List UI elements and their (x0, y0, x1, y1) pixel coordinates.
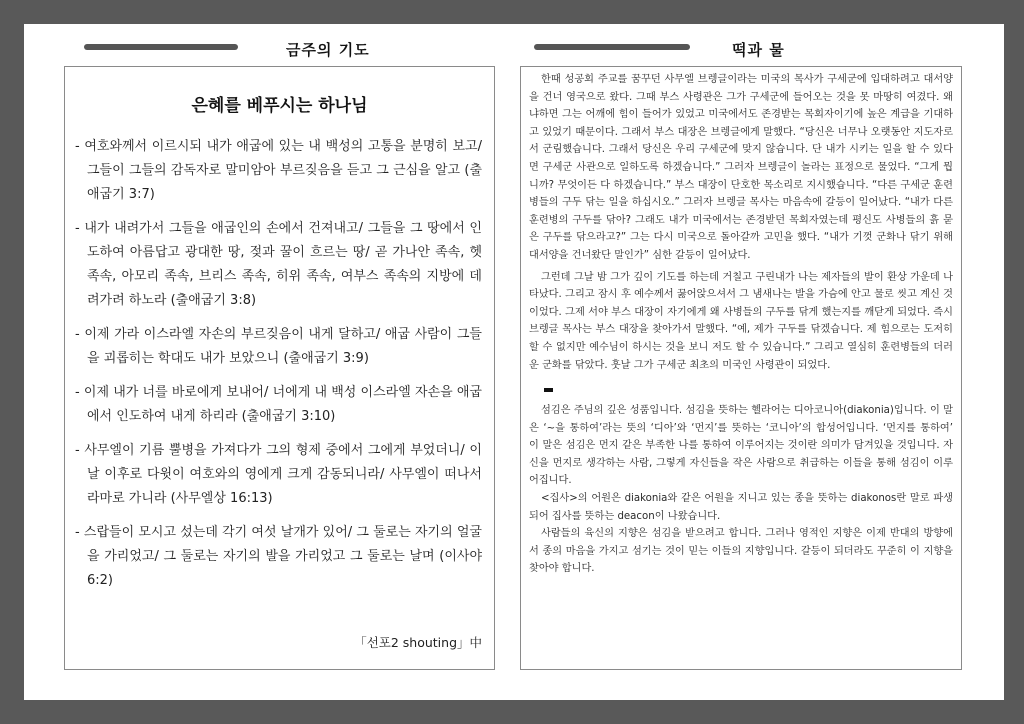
right-section-title: 떡과 물 (732, 41, 785, 59)
bulletin-page (24, 24, 1004, 700)
verse-item: - 사무엘이 기름 뿔병을 가져다가 그의 형제 중에서 그에게 부었더니/ 이 날 이후로 다윗이 여호와의 영에게 크게 감동되니라/ 사무엘이 떠나서 라마로 가니라 (사무엘상 16:13) (75, 443, 482, 506)
verse-item: - 이제 내가 너를 바로에게 보내어/ 너에게 내 백성 이스라엘 자손을 애굽에서 인도하여 내게 하리라 (출애굽기 3:10) (75, 385, 482, 424)
right-title-bar (534, 44, 690, 50)
service-paragraph: 섬김은 주님의 깊은 성품입니다. 섬김을 뜻하는 헬라어는 디아코니아(diakonia)입니다. 이 말은 ‘~을 통하여’라는 뜻의 ‘디아’와 ‘먼지’를 뜻하는 ‘코니아’의 합성어입니다. ‘먼지를 통하여’ 이 말은 섬김은 먼지 같은 부족한 나를 통하여 이루어지는 것이란 의미가 담겨있을 것입니다. 자신을 먼지로 생각하는 사람, 그렇게 자신들을 작은 사람으로 취급하는 이들을 통해 섬김이 이루어집니다. (529, 405, 953, 487)
service-paragraph: 사람들의 육신의 지향은 섬김을 받으려고 합니다. 그러나 영적인 지향은 이제 반대의 방향에서 종의 마음을 가지고 섬기는 것이 믿는 이들의 지향입니다. 갈등이 되더라도 꾸준히 이 지향을 찾아야 합니다. (529, 528, 953, 575)
essay-body (529, 71, 953, 578)
story-paragraph: 한때 성공회 주교를 꿈꾸던 사무엘 브렝글이라는 미국의 목사가 구세군에 입대하려고 대서양을 건너 영국으로 왔다. 그때 부스 사령관은 그가 구세군에 들어오는 것을 못 마땅히 여겼다. 왜냐하면 그는 어깨에 힘이 들어가 있었고 미국에서도 존경받는 목회자이기에 높은 계급을 기대하고 있었기 때문이다. 그래서 부스 대장은 브렝글에게 말했다. “당신은 너무나 오랫동안 지도자로서 군림했습니다. 그래서 당신은 우리 구세군에 맞지 않습니다. 단 내가 시키는 일을 할 수 있다면 구세군 사관으로 일하도록 하겠습니다.” 그러자 브렝글이 놀라는 표정으로 물었다. “그게 뭡니까? 무엇이든 다 하겠습니다.” 부스 대장이 단호한 목소리로 지시했습니다. “다른 구세군 훈련병들의 구두 닦는 일을 하십시오.” 그러자 브렝글 목사는 마음속에 갈등이 일어났다. “내가 다른 훈련병의 구두를 닦아? 그래도 내가 미국에서는 존경받던 목회자였는데 평신도 사병들의 흙 묻은 구두를 닦으라고?” 그는 다시 미국으로 돌아갈까 고민을 했다. “내가 기껏 군화나 닦기 위해 대서양을 건너왔단 말인가” 심한 갈등이 일어났다. (529, 74, 953, 261)
left-title-bar (84, 44, 238, 50)
source-citation: 「선포2 shouting」中 (354, 635, 482, 650)
verse-list (75, 135, 482, 603)
verse-item: - 여호와께서 이르시되 내가 애굽에 있는 내 백성의 고통을 분명히 보고/ 그들이 그들의 감독자로 말미암아 부르짖음을 듣고 그 근심을 알고 (출애굽기 3:7) (75, 139, 482, 202)
verse-item: - 이제 가라 이스라엘 자손의 부르짖음이 내게 달하고/ 애굽 사람이 그들을 괴롭히는 학대도 내가 보았으니 (출애굽기 3:9) (75, 327, 482, 366)
prayer-heading: 은혜를 베푸시는 하나님 (191, 96, 368, 116)
prayer-box (64, 66, 495, 670)
service-paragraph: <집사>의 어원은 diakonia와 같은 어원을 지니고 있는 종을 뜻하는 diakonos란 말로 파생되어 집사를 뜻하는 deacon이 나왔습니다. (529, 493, 953, 522)
essay-box (520, 66, 962, 670)
section-separator-mark (544, 388, 553, 392)
verse-item: - 내가 내려가서 그들을 애굽인의 손에서 건져내고/ 그들을 그 땅에서 인도하여 아름답고 광대한 땅, 젖과 꿀이 흐르는 땅/ 곧 가나안 족속, 헷 족속, 아모리 족속, 브리스 족속, 히위 족속, 여부스 족속의 지방에 데려가려 하노라 (출애굽기 3:8) (75, 221, 482, 308)
verse-item: - 스랍들이 모시고 섰는데 각기 여섯 날개가 있어/ 그 둘로는 자기의 얼굴을 가리었고/ 그 둘로는 자기의 발을 가리었고 그 둘로는 날며 (이사야 6:2) (75, 525, 482, 588)
story-paragraph: 그런데 그날 밤 그가 깊이 기도를 하는데 거칠고 구린내가 나는 제자들의 발이 환상 가운데 나타났다. 그리고 잠시 후 예수께서 꿇어앉으셔서 그 냄새나는 발을 가슴에 안고 물로 씻고 계신 것이었다. 그제 서야 부스 대장이 자기에게 왜 사병들의 구두를 닦게 했는지를 깨닫게 되었다. 즉시 브렝글 목사는 부스 대장을 찾아가서 말했다. “예, 제가 구두를 닦겠습니다. 제 힘으로는 도저히 할 수 없지만 예수님이 하시는 것을 보니 저도 할 수 있습니다.” 그리고 열심히 훈련병들의 더러운 군화를 닦았다. 훗날 그가 구세군 최초의 미국인 사령관이 되었다. (529, 271, 953, 371)
left-section-title: 금주의 기도 (286, 41, 370, 59)
